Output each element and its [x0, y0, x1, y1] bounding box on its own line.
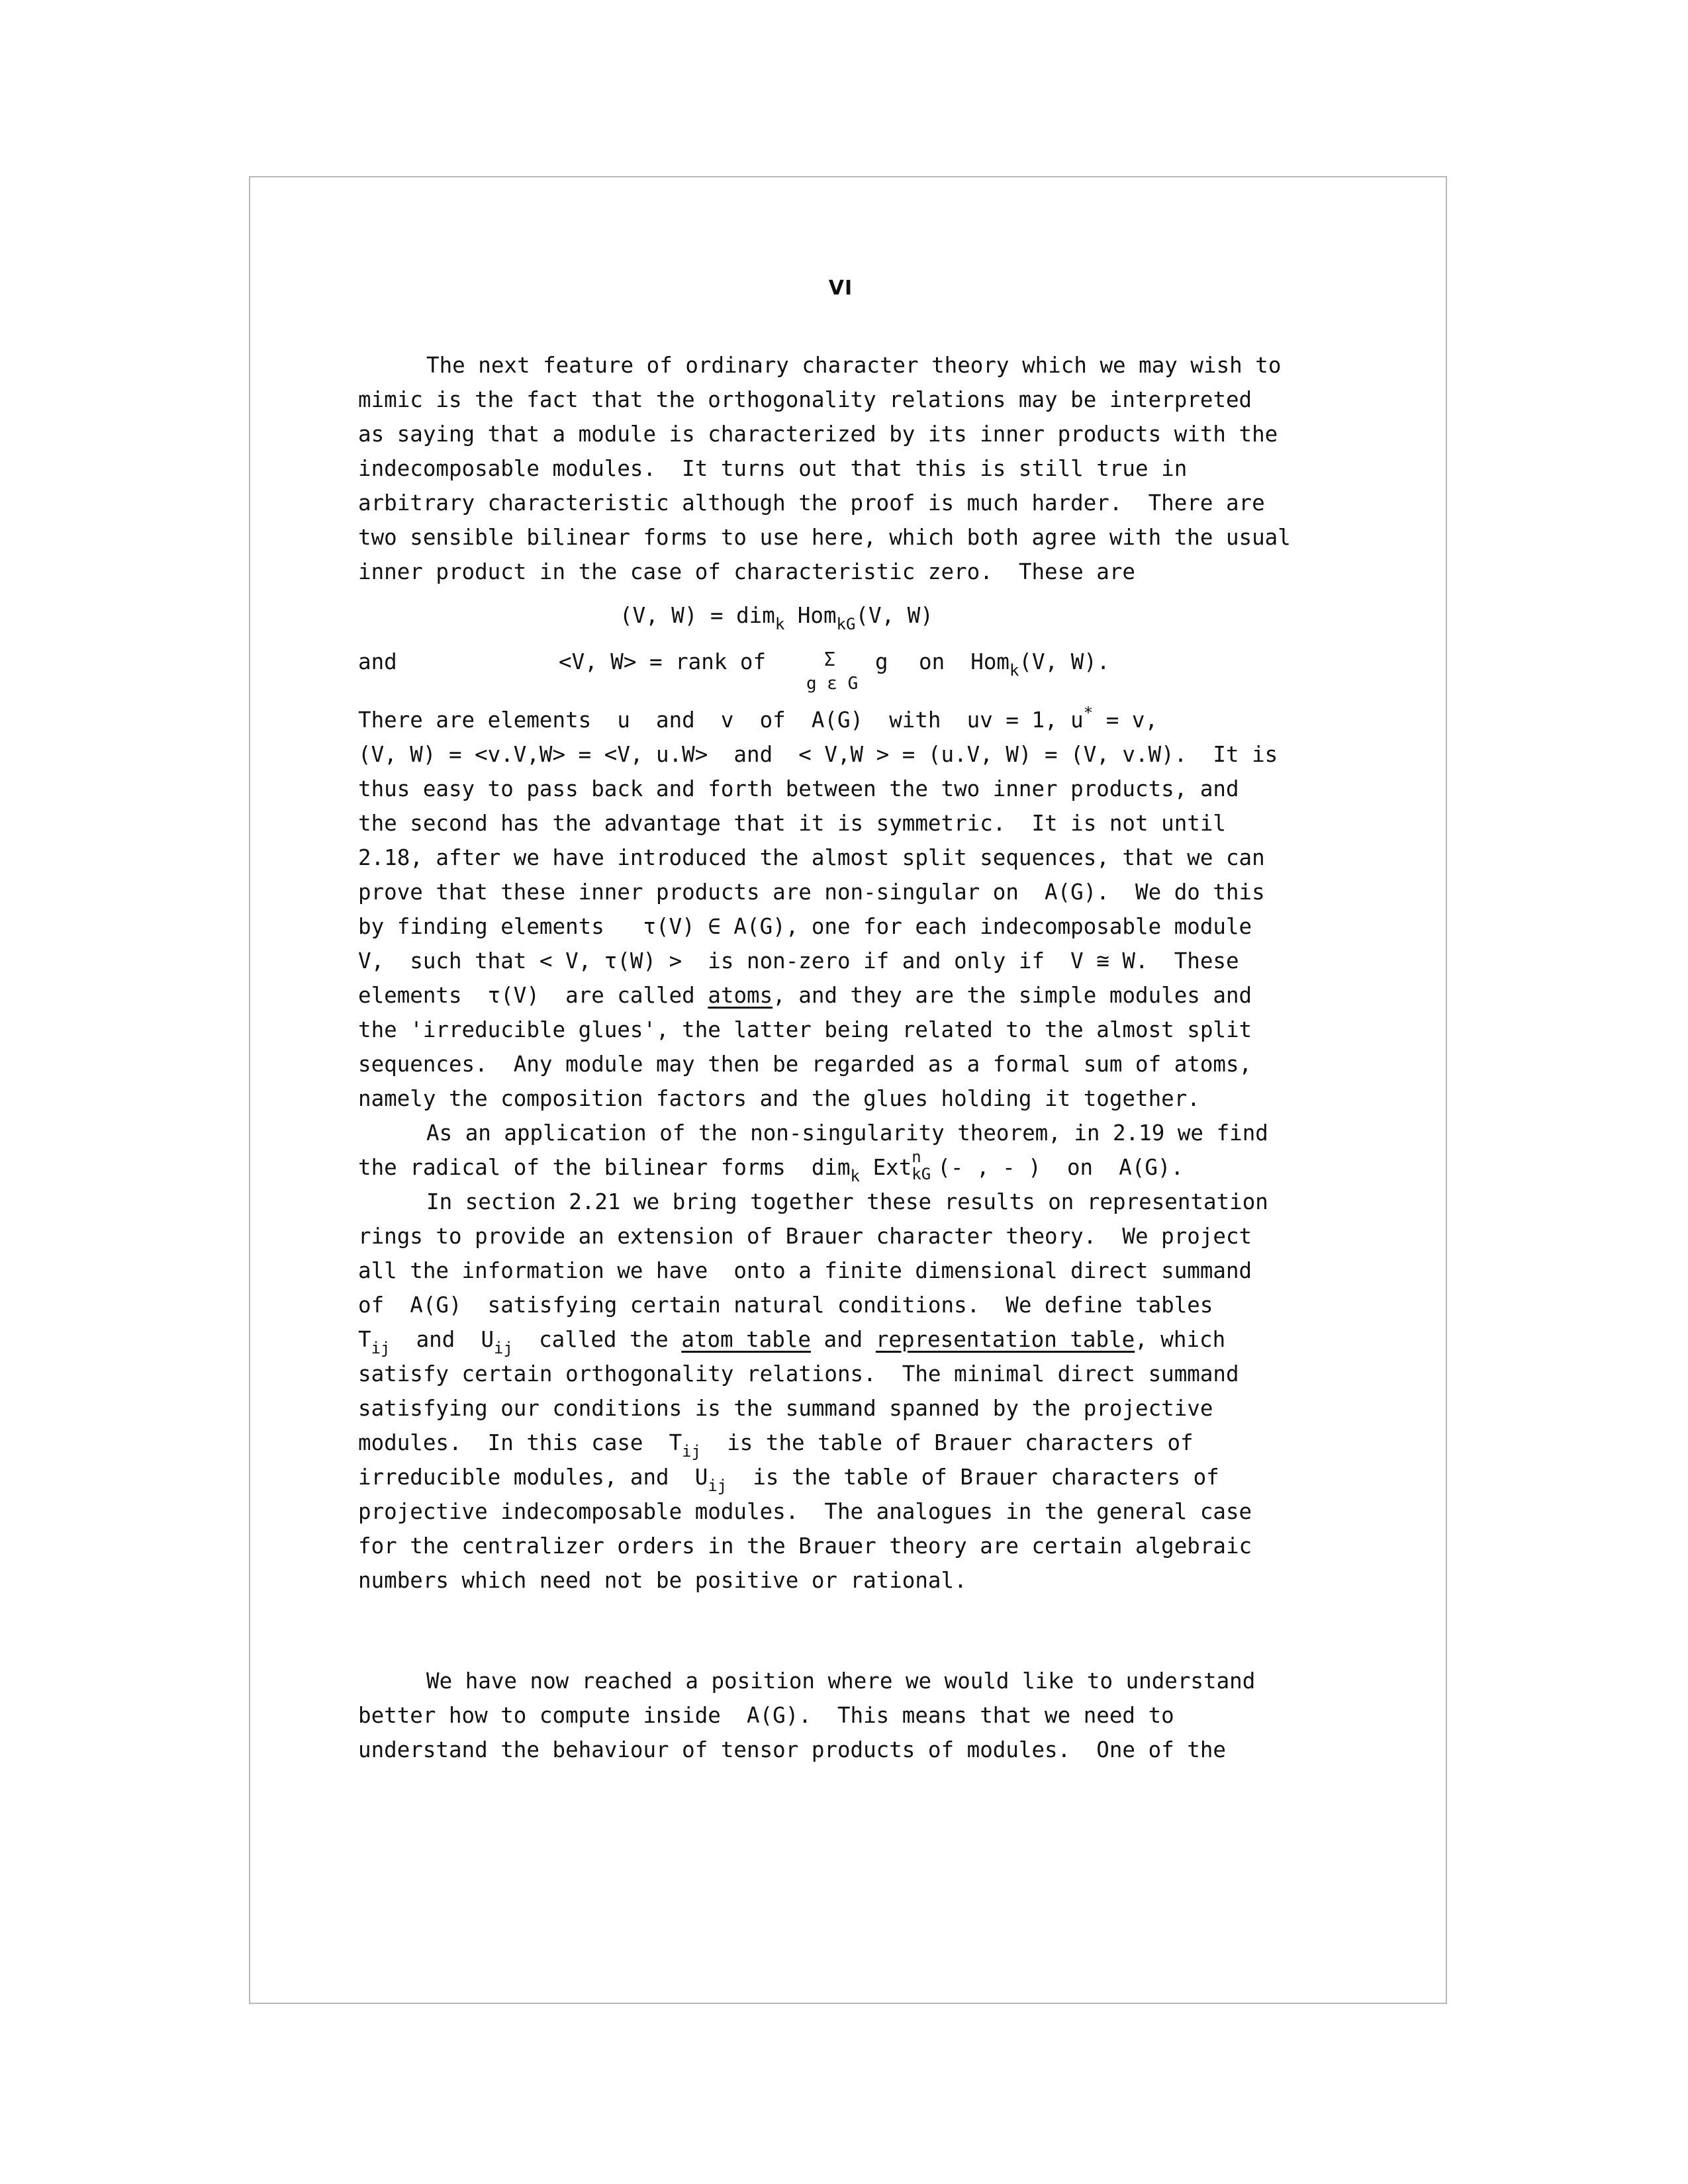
equation-sum-range: g ε G — [806, 674, 859, 694]
paragraph-4-line-10: projective indecomposable modules. The analogues in the general case — [358, 1499, 1252, 1524]
t-symbol: T — [358, 1327, 371, 1352]
ext-superscript-n: n — [912, 1148, 921, 1166]
equation-and-label: and — [358, 649, 397, 674]
equation-on-hom: on Hom — [919, 649, 1009, 674]
paragraph-5-line-2: better how to compute inside A(G). This means that we need to — [358, 1703, 1174, 1728]
paragraph-2-line-5: 2.18, after we have introduced the almost split sequences, that we can — [358, 845, 1265, 870]
paragraph-4-line-9 — [358, 1463, 1219, 1494]
paragraph-2-line-9-end: , and they are the simple modules and — [773, 983, 1252, 1008]
paragraph-4-line-3: all the information we have onto a finite dimensional direct summand — [358, 1258, 1252, 1283]
paragraph-3-line-1: As an application of the non-singularity theorem, in 2.19 we find — [426, 1120, 1268, 1146]
equation-dim-hom-lhs: (V, W) = dim — [620, 603, 775, 628]
paragraph-1-line-3: as saying that a module is characterized by its inner products with the — [358, 422, 1278, 447]
paragraph-4-line-8-start: modules. In this case T — [358, 1430, 682, 1455]
paragraph-2-line-3: thus easy to pass back and forth between the two inner products, and — [358, 776, 1239, 801]
equation-dim-hom-rhs: (V, W) — [855, 603, 933, 628]
paragraph-4-line-7: satisfying our conditions is the summand spanned by the projective — [358, 1396, 1213, 1421]
ext-subscript-kg: kG — [912, 1165, 931, 1183]
equation-rank-lhs: <V, W> = rank of — [559, 649, 767, 674]
paragraph-4-line-12: numbers which need not be positive or rational. — [358, 1568, 967, 1593]
paragraph-2-line-7: by finding elements τ(V) ∈ A(G), one for each indecomposable module — [358, 914, 1252, 939]
paragraph-2-line-1-end: = v, — [1093, 707, 1158, 733]
paragraph-2-line-10: the 'irreducible glues', the latter being related to the almost split — [358, 1017, 1252, 1042]
paragraph-4-line-1: In section 2.21 we bring together these results on representation — [426, 1189, 1268, 1214]
paragraph-4-line-5 — [358, 1325, 1225, 1356]
paragraph-1-line-2: mimic is the fact that the orthogonality relations may be interpreted — [358, 387, 1252, 412]
paragraph-1-line-7: inner product in the case of characteristic zero. These are — [358, 559, 1135, 584]
paragraph-3-line-2 — [358, 1148, 1184, 1185]
u-subscript-ij-2: ij — [708, 1477, 727, 1495]
paragraph-5-line-1: We have now reached a position where we would like to understand — [426, 1668, 1256, 1694]
sigma-symbol: Σ — [824, 649, 835, 670]
ext-dim-subscript-k: k — [850, 1167, 860, 1185]
paragraph-2-line-2: (V, W) = <v.V,W> = <V, u.W> and < V,W > = (u.V, W) = (V, v.W). It is — [358, 742, 1278, 767]
paragraph-4-line-5-end: , which — [1135, 1327, 1226, 1352]
equation-rank-hom — [919, 647, 1109, 678]
t-subscript-ij: ij — [371, 1339, 391, 1357]
paragraph-3-line-2-start: the radical of the bilinear forms dim — [358, 1155, 851, 1180]
paragraph-4-line-9-start: irreducible modules, and U — [358, 1465, 708, 1490]
paragraph-1-line-1: The next feature of ordinary character theory which we may wish to — [426, 353, 1282, 378]
ext-label: Ext — [860, 1155, 912, 1180]
representation-table-term: representation table — [875, 1327, 1135, 1352]
paragraph-2-line-1-text: There are elements u and v of A(G) with uv = 1, u — [358, 707, 1084, 733]
paragraph-2-line-12: namely the composition factors and the glues holding it together. — [358, 1086, 1200, 1111]
paragraph-2-line-9-start: elements τ(V) are called — [358, 983, 708, 1008]
equation-dim-subscript-k: k — [774, 615, 785, 633]
equation-hom: Hom — [784, 603, 837, 628]
atom-table-term: atom table — [681, 1327, 811, 1352]
equation-rank-subscript-k: k — [1009, 661, 1019, 680]
paragraph-5-line-3: understand the behaviour of tensor products of modules. One of the — [358, 1737, 1226, 1762]
paragraph-1-line-4: indecomposable modules. It turns out that this is still true in — [358, 456, 1188, 481]
equation-hom-subscript-kg: kG — [836, 615, 856, 633]
paragraph-4-line-5-and: and — [810, 1327, 876, 1352]
paragraph-4-line-2: rings to provide an extension of Brauer character theory. We project — [358, 1224, 1252, 1249]
paragraph-4-line-5-called: called the — [512, 1327, 682, 1352]
paragraph-4-line-5-u: and U — [390, 1327, 494, 1352]
equation-dim-hom — [620, 601, 933, 632]
paragraph-2-line-9 — [358, 981, 1252, 1010]
paragraph-2-line-11: sequences. Any module may then be regarded as a formal sum of atoms, — [358, 1052, 1252, 1077]
paragraph-4-line-8-end: is the table of Brauer characters of — [701, 1430, 1194, 1455]
paragraph-2-line-6: prove that these inner products are non-singular on A(G). We do this — [358, 880, 1265, 905]
u-subscript-ij: ij — [494, 1339, 513, 1357]
paragraph-1-line-6: two sensible bilinear forms to use here, which both agree with the usual — [358, 525, 1291, 550]
equation-sum-variable: g — [875, 649, 888, 674]
paragraph-4-line-4: of A(G) satisfying certain natural conditions. We define tables — [358, 1293, 1213, 1318]
paragraph-2-line-1 — [358, 705, 1158, 737]
atoms-term: atoms — [708, 983, 773, 1008]
paragraph-2-line-4: the second has the advantage that it is symmetric. It is not until — [358, 811, 1226, 836]
page-number: VI — [828, 277, 853, 300]
paragraph-4-line-11: for the centralizer orders in the Brauer theory are certain algebraic — [358, 1533, 1252, 1559]
paragraph-3-line-2-end: (- , - ) on A(G). — [937, 1155, 1184, 1180]
paragraph-4-line-8 — [358, 1428, 1194, 1459]
star-superscript: * — [1083, 704, 1094, 722]
paragraph-1-line-5: arbitrary characteristic although the proof is much harder. There are — [358, 490, 1265, 516]
t-subscript-ij-2: ij — [682, 1442, 702, 1461]
paragraph-2-line-8: V, such that < V, τ(W) > is non-zero if and only if V ≅ W. These — [358, 948, 1239, 974]
equation-rank-rhs: (V, W). — [1019, 649, 1110, 674]
paragraph-4-line-9-end: is the table of Brauer characters of — [727, 1465, 1219, 1490]
paragraph-4-line-6: satisfy certain orthogonality relations. The minimal direct summand — [358, 1361, 1239, 1387]
